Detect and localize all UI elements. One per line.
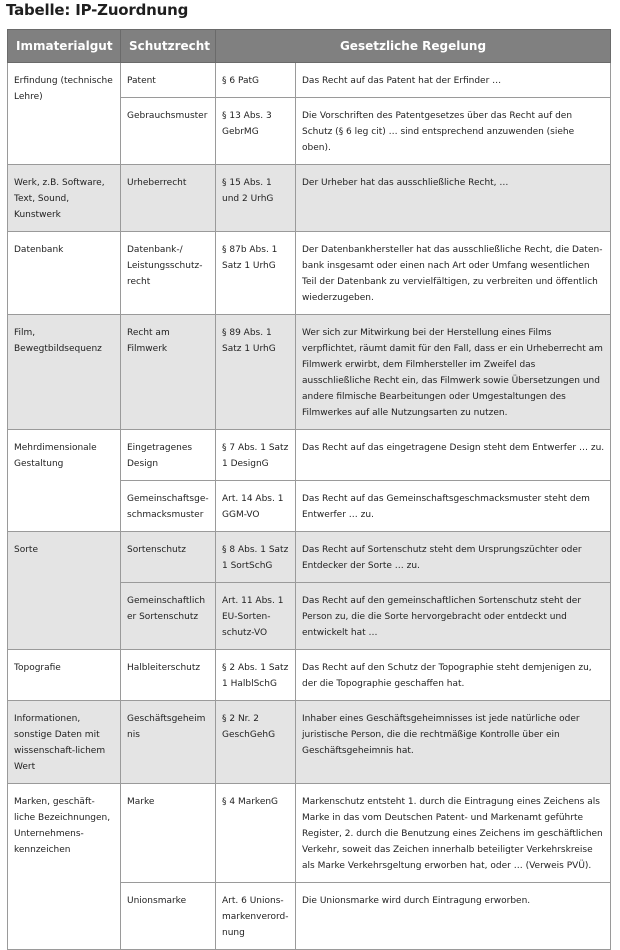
cell-immaterialgut: Werk, z.B. Software, Text, Sound, Kunstwerk [8,165,121,232]
cell-schutzrecht: Eingetragenes Design [121,430,216,481]
cell-immaterialgut: Mehrdimensionale Gestaltung [8,430,121,532]
cell-regelung: Das Recht auf den Schutz der Topographie steht demjenigen zu, der die Topographie geschaffen hat. [296,650,611,701]
table-title: Tabelle: IP-Zuordnung [6,1,189,19]
table-row [8,315,611,430]
cell-regelung: Wer sich zur Mitwirkung bei der Herstellung eines Films verpflichtet, räumt damit für den Fall, dass er ein Urheberrecht am Filmwerk erwirbt, dem Filmhersteller im Zweifel das ausschließliche Recht ein, das Filmwerk sowie Übersetzungen und andere filmische Bearbeitungen oder Umgestaltungen des Filmwerkes auf alle Nutzungsarten zu nutzen. [296,315,611,430]
cell-regelung: Inhaber eines Geschäftsgeheimnisses ist jede natürliche oder juristische Person, die die rechtmäßige Kontrolle über ein Geschäftsgeheimnis hat. [296,701,611,784]
cell-norm: § 2 Nr. 2 GeschGehG [216,701,296,784]
cell-norm: § 15 Abs. 1 und 2 UrhG [216,165,296,232]
cell-schutzrecht: Halbleiterschutz [121,650,216,701]
cell-immaterialgut: Film, Bewegtbildsequenz [8,315,121,430]
cell-regelung: Der Datenbankhersteller hat das ausschließliche Recht, die Daten-bank insgesamt oder einen nach Art oder Umfang wesentlichen Teil der Datenbank zu vervielfältigen, zu verbreiten und öffentlich wiederzugeben. [296,232,611,315]
cell-norm: § 6 PatG [216,63,296,98]
header-gesetzliche-regelung: Gesetzliche Regelung [216,30,611,63]
table-row [8,430,611,481]
cell-schutzrecht: Urheberrecht [121,165,216,232]
table-row [8,701,611,784]
cell-regelung: Die Vorschriften des Patentgesetzes über das Recht auf den Schutz (§ 6 leg cit) … sind entsprechend anzuwenden (siehe oben). [296,98,611,165]
table-row [8,232,611,315]
cell-norm: § 8 Abs. 1 Satz 1 SortSchG [216,532,296,583]
cell-regelung: Die Unionsmarke wird durch Eintragung erworben. [296,883,611,950]
cell-schutzrecht: Unionsmarke [121,883,216,950]
cell-norm: § 87b Abs. 1 Satz 1 UrhG [216,232,296,315]
cell-schutzrecht: Gemeinschaftlicher Sortenschutz [121,583,216,650]
cell-norm: Art. 11 Abs. 1 EU-Sorten-schutz-VO [216,583,296,650]
table-row [8,650,611,701]
header-schutzrecht: Schutzrecht [121,30,216,63]
cell-immaterialgut: Sorte [8,532,121,650]
table-row [8,532,611,583]
cell-regelung: Der Urheber hat das ausschließliche Recht, … [296,165,611,232]
cell-schutzrecht: Recht am Filmwerk [121,315,216,430]
cell-immaterialgut: Erfindung (technische Lehre) [8,63,121,165]
cell-norm: Art. 14 Abs. 1 GGM-VO [216,481,296,532]
cell-schutzrecht: Sortenschutz [121,532,216,583]
cell-norm: Art. 6 Unions-markenverord-nung [216,883,296,950]
cell-schutzrecht: Geschäftsgeheimnis [121,701,216,784]
cell-schutzrecht: Gebrauchsmuster [121,98,216,165]
header-immaterialgut: Immaterialgut [8,30,121,63]
cell-norm: § 4 MarkenG [216,784,296,883]
cell-regelung: Das Recht auf das Patent hat der Erfinder … [296,63,611,98]
cell-schutzrecht: Gemeinschaftsge-schmacksmuster [121,481,216,532]
cell-regelung: Das Recht auf das eingetragene Design steht dem Entwerfer … zu. [296,430,611,481]
cell-regelung: Markenschutz entsteht 1. durch die Eintragung eines Zeichens als Marke in das vom Deutschen Patent- und Markenamt geführte Register, 2. durch die Benutzung eines Zeichens im geschäftlichen Verkehr, soweit das Zeichen innerhalb beteiligter Verkehrskreise als Marke Verkehrsgeltung erworben hat, oder … (Verweis PVÜ). [296,784,611,883]
cell-schutzrecht: Marke [121,784,216,883]
cell-norm: § 7 Abs. 1 Satz 1 DesignG [216,430,296,481]
header-row [8,30,611,63]
cell-norm: § 2 Abs. 1 Satz 1 HalblSchG [216,650,296,701]
table-row [8,784,611,883]
cell-immaterialgut: Informationen, sonstige Daten mit wissenschaft-lichem Wert [8,701,121,784]
ip-table [7,29,611,950]
cell-immaterialgut: Topografie [8,650,121,701]
cell-regelung: Das Recht auf den gemeinschaftlichen Sortenschutz steht der Person zu, die die Sorte hervorgebracht oder entdeckt und entwickelt hat … [296,583,611,650]
table-body [8,63,611,950]
cell-schutzrecht: Datenbank-/ Leistungsschutz-recht [121,232,216,315]
cell-regelung: Das Recht auf Sortenschutz steht dem Ursprungszüchter oder Entdecker der Sorte … zu. [296,532,611,583]
cell-immaterialgut: Datenbank [8,232,121,315]
cell-norm: § 13 Abs. 3 GebrMG [216,98,296,165]
table-row [8,63,611,98]
cell-schutzrecht: Patent [121,63,216,98]
cell-immaterialgut: Marken, geschäft-liche Bezeichnungen, Unternehmens-kennzeichen [8,784,121,950]
table-row [8,165,611,232]
cell-regelung: Das Recht auf das Gemeinschaftsgeschmacksmuster steht dem Entwerfer … zu. [296,481,611,532]
cell-norm: § 89 Abs. 1 Satz 1 UrhG [216,315,296,430]
